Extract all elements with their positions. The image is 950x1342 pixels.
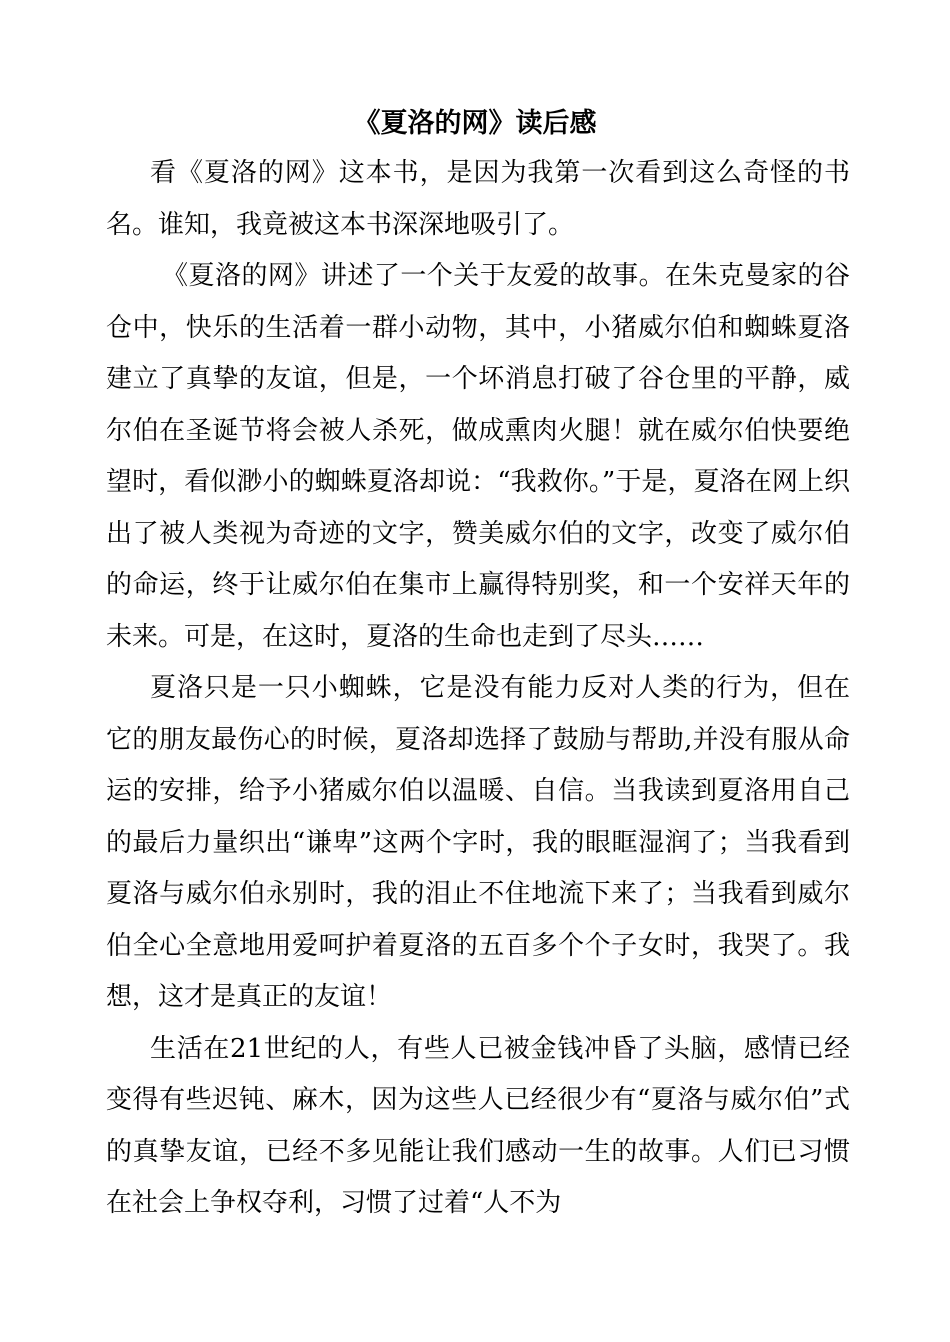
paragraph-4: 生活在21世纪的人，有些人已被金钱冲昏了头脑，感情已经变得有些迟钝、麻木，因为这些人已经很少有“夏洛与威尔伯”式的真挚友谊，已经不多见能让我们感动一生的故事。人们已习惯在社会上争权夺利，习惯了过着“人不为 bbox=[106, 1033, 850, 1218]
paragraph-3: 夏洛只是一只小蜘蛛，它是没有能力反对人类的行为，但在它的朋友最伤心的时候，夏洛却选择了鼓励与帮助,并没有服从命运的安排，给予小猪威尔伯以温暖、自信。当我读到夏洛用自己的最后力量织出“谦卑”这两个字时，我的眼眶湿润了；当我看到夏洛与威尔伯永别时，我的泪止不住地流下来了；当我看到威尔伯全心全意地用爱呵护着夏洛的五百多个个子女时，我哭了。我想，这才是真正的友谊！ bbox=[106, 673, 850, 1012]
document-title: 《夏洛的网》读后感 bbox=[353, 108, 597, 139]
paragraph-1: 看《夏洛的网》这本书，是因为我第一次看到这么奇怪的书名。谁知，我竟被这本书深深地吸引了。 bbox=[106, 158, 850, 240]
paragraph-2: 《夏洛的网》讲述了一个关于友爱的故事。在朱克曼家的谷仓中，快乐的生活着一群小动物，其中，小猪威尔伯和蜘蛛夏洛建立了真挚的友谊，但是，一个坏消息打破了谷仓里的平静，威尔伯在圣诞节将会被人杀死，做成熏肉火腿！就在威尔伯快要绝望时，看似渺小的蜘蛛夏洛却说：“我救你。”于是，夏洛在网上织出了被人类视为奇迹的文字，赞美威尔伯的文字，改变了威尔伯的命运，终于让威尔伯在集市上赢得特别奖，和一个安祥天年的未来。可是，在这时，夏洛的生命也走到了尽头…… bbox=[106, 261, 850, 652]
document-body bbox=[106, 148, 850, 1230]
